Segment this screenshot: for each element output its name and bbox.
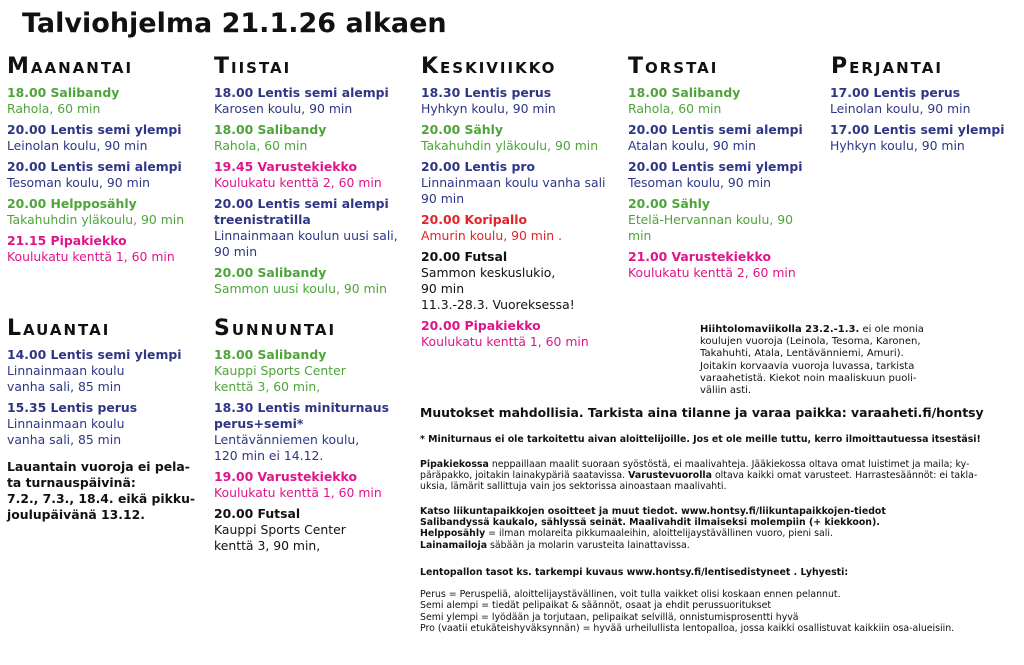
pipakiekko-info (420, 459, 1020, 493)
schedule-entry (7, 400, 207, 448)
day-heading-perjantai: Perjantai (831, 54, 943, 79)
entry-time-sport: 17.00 Lentis semi ylempi (830, 122, 1005, 137)
entry-time-sport: 15.35 Lentis perus (7, 400, 138, 415)
liikuntapaikat-link-line: Katso liikuntapaikkojen osoitteet ja muut tiedot. www.hontsy.fi/liikuntapaikkojen-tiedot (420, 506, 886, 517)
varustevuoro-bold: Varustevuorolla (628, 470, 712, 482)
schedule-entry (7, 122, 207, 154)
schedule-entry (214, 400, 419, 464)
schedule-entry (214, 159, 419, 191)
entry-time-sport: 18.00 Salibandy (214, 347, 327, 362)
entry-time-sport: 19.45 Varustekiekko (214, 159, 357, 174)
schedule-entry (214, 85, 419, 117)
lentopallo-heading: Lentopallon tasot ks. tarkempi kuvaus www.hontsy.fi/lentisedistyneet . Lyhyesti: (420, 567, 849, 578)
schedule-entry (7, 347, 207, 395)
pipakiekko-text-3: oltava kaikki omat varusteet. Harrastesäännöt: ei takla- (711, 470, 978, 482)
entry-time-sport: 20.00 Lentis semi alempi (7, 159, 182, 174)
day-heading-keskiviikko: Keskiviikko (421, 54, 557, 79)
entry-time-sport: 20.00 Futsal (214, 506, 301, 521)
page-title: Talviohjelma 21.1.26 alkaen (22, 8, 447, 39)
schedule-entry (7, 159, 207, 191)
schedule-entry (830, 122, 1020, 154)
schedule-entry (628, 159, 828, 191)
entry-time-sport: 20.00 Lentis pro (421, 159, 535, 174)
entry-time-sport: 18.00 Salibandy (7, 85, 120, 100)
entry-place-duration: Kauppi Sports Center kenttä 3, 60 min, (214, 363, 346, 394)
pipakiekko-text-4: uksia, lämärit sallittuja vain jos sektorissa ainoastaan maalivahti. (420, 481, 727, 493)
entry-time-sport: 18.00 Salibandy (214, 122, 327, 137)
entry-time-sport: 18.30 Lentis perus (421, 85, 552, 100)
entry-place-duration: Atalan koulu, 90 min (628, 138, 756, 153)
entry-place-duration: Tesoman koulu, 90 min (7, 175, 150, 190)
schedule-entry (214, 506, 419, 554)
level-line: Pro (vaatii etukäteishyväksynnän) = hyvää urheilullista lentopalloa, jossa kaikki osallistuvat kaikkiin osa-alueisiin. (420, 622, 955, 634)
schedule-entry (214, 347, 419, 395)
schedule-entry (421, 122, 626, 154)
entry-place-duration: Hyhkyn koulu, 90 min (421, 101, 556, 116)
lainamailoja-bold: Lainamailoja (420, 539, 488, 551)
entry-time-sport: 20.00 Lentis semi ylempi (7, 122, 182, 137)
entry-time-sport: 18.00 Salibandy (628, 85, 741, 100)
entry-place-duration: Lentävänniemen koulu, 120 min ei 14.12. (214, 432, 360, 463)
winter-holiday-text: ei ole monia koulujen vuoroja (Leinola, Tesoma, Karonen, Takahuhti, Atala, Lentävänniemi, Amuri). Joitakin korvaavia vuoroja luvassa, tarkista varaahetistä. Kiekot noin maaliskuun puoli- väliin asti. (700, 324, 924, 397)
entry-place-duration: Tesoman koulu, 90 min (628, 175, 771, 190)
day-heading-tiistai: Tiistai (214, 54, 292, 79)
entry-place-duration: Koulukatu kenttä 1, 60 min (7, 249, 175, 264)
day-column-maanantai (7, 85, 207, 270)
entry-time-sport: 20.00 Futsal (421, 249, 508, 264)
schedule-entry (214, 265, 419, 297)
entry-time-sport: 20.00 Helpposähly (7, 196, 137, 211)
day-heading-lauantai: Lauantai (7, 316, 111, 341)
level-line: Semi ylempi = lyödään ja torjutaan, pelipaikat selvillä, onnistumisprosentti hyvä (420, 611, 799, 623)
schedule-entry (214, 122, 419, 154)
entry-time-sport: 20.00 Salibandy (214, 265, 327, 280)
level-line: Perus = Peruspeliä, aloittelijaystävällinen, voit tulla vaikket olisi koskaan ennen pelannut. (420, 589, 841, 601)
schedule-entry (421, 318, 626, 350)
entry-place-duration: Linnainmaan koulu vanha sali, 85 min (7, 416, 125, 447)
lentopallo-levels (420, 567, 1020, 634)
entry-place-duration: Rahola, 60 min (214, 138, 308, 153)
entry-place-duration: Etelä-Hervannan koulu, 90 min (628, 212, 793, 243)
entry-time-sport: 21.15 Pipakiekko (7, 233, 127, 248)
schedule-entry (628, 249, 828, 281)
day-column-lauantai (7, 347, 207, 453)
day-column-sunnuntai (214, 347, 419, 559)
entry-place-duration: Kauppi Sports Center kenttä 3, 90 min, (214, 522, 346, 553)
miniturnaus-note (420, 434, 1020, 445)
day-column-keskiviikko (421, 85, 626, 355)
schedule-entry (421, 85, 626, 117)
pipakiekko-text-2: päräpakko, joitakin lainakypäriä saatavissa. (420, 470, 629, 482)
entry-place-duration: Leinolan koulu, 90 min (830, 101, 971, 116)
helpposahly-bold: Helpposähly (420, 528, 486, 540)
entry-time-sport: 20.00 Lentis semi alempi treenistratilla (214, 196, 389, 227)
winter-holiday-note (700, 324, 960, 397)
miniturnaus-note-text: * Miniturnaus ei ole tarkoitettu aivan aloittelijoille. Jos et ole meille tuttu, kerro ilmoittautuessa itsestäsi! (420, 434, 981, 445)
entry-place-duration: Takahuhdin yläkoulu, 90 min (421, 138, 599, 153)
day-heading-maanantai: Maanantai (7, 54, 134, 79)
schedule-entry (421, 159, 626, 207)
schedule-entry (7, 85, 207, 117)
level-line: Semi alempi = tiedät pelipaikat & säännöt, osaat ja ehdit perussuoritukset (420, 600, 772, 612)
entry-time-sport: 18.00 Lentis semi alempi (214, 85, 389, 100)
entry-place-duration: Koulukatu kenttä 1, 60 min (214, 485, 382, 500)
day-column-perjantai (830, 85, 1020, 159)
entry-time-sport: 17.00 Lentis perus (830, 85, 961, 100)
day-column-torstai (628, 85, 828, 286)
entry-place-duration: Leinolan koulu, 90 min (7, 138, 148, 153)
schedule-entry (214, 196, 419, 260)
saturday-note: Lauantain vuoroja ei pela- ta turnauspäivinä: 7.2., 7.3., 18.4. eikä pikku- joulupäivänä 13.12. (7, 459, 196, 522)
entry-time-sport: 20.00 Lentis semi alempi (628, 122, 803, 137)
entry-time-sport: 20.00 Lentis semi ylempi (628, 159, 803, 174)
salibandy-info-line: Salibandyssä kaukalo, sählyssä seinät. Maalivahdit ilmaiseksi molempiin (+ kiekkoon). (420, 517, 880, 529)
schedule-entry (421, 249, 626, 313)
changes-notice: Muutokset mahdollisia. Tarkista aina tilanne ja varaa paikka: varaaheti.fi/hontsy (420, 405, 984, 420)
day-column-tiistai (214, 85, 419, 302)
day-heading-sunnuntai: Sunnuntai (214, 316, 337, 341)
entry-place-duration: Sammon keskuslukio, 90 min 11.3.-28.3. Vuoreksessa! (421, 265, 575, 312)
entry-place-duration: Karosen koulu, 90 min (214, 101, 353, 116)
schedule-entry (628, 85, 828, 117)
entry-place-duration: Takahuhdin yläkoulu, 90 min (7, 212, 185, 227)
entry-time-sport: 21.00 Varustekiekko (628, 249, 771, 264)
entry-place-duration: Sammon uusi koulu, 90 min (214, 281, 387, 296)
entry-time-sport: 18.30 Lentis miniturnaus perus+semi* (214, 400, 389, 431)
winter-holiday-title: Hiihtolomaviikolla 23.2.-1.3. (700, 324, 860, 335)
schedule-entry (830, 85, 1020, 117)
entry-place-duration: Koulukatu kenttä 1, 60 min (421, 334, 589, 349)
schedule-entry (7, 196, 207, 228)
pipakiekko-text-1: neppaillaan maalit suoraan syöstöstä, ei maalivahteja. Jääkiekossa oltava omat luistimet ja maila; ky- (488, 459, 970, 470)
schedule-entry (7, 233, 207, 265)
entry-place-duration: Rahola, 60 min (628, 101, 722, 116)
entry-time-sport: 20.00 Sähly (421, 122, 503, 137)
entry-place-duration: Linnainmaan koulu vanha sali 90 min (421, 175, 606, 206)
helpposahly-text: = ilman molareita pikkumaaleihin, aloittelijaystävällinen vuoro, pieni sali. (485, 528, 833, 540)
schedule-entry (214, 469, 419, 501)
entry-time-sport: 20.00 Sähly (628, 196, 710, 211)
entry-place-duration: Koulukatu kenttä 2, 60 min (628, 265, 796, 280)
day-heading-torstai: Torstai (628, 54, 719, 79)
entry-time-sport: 14.00 Lentis semi ylempi (7, 347, 182, 362)
entry-time-sport: 20.00 Koripallo (421, 212, 527, 227)
schedule-entry (421, 212, 626, 244)
schedule-entry (628, 196, 828, 244)
entry-place-duration: Linnainmaan koulu vanha sali, 85 min (7, 363, 125, 394)
entry-place-duration: Koulukatu kenttä 2, 60 min (214, 175, 382, 190)
entry-place-duration: Rahola, 60 min (7, 101, 101, 116)
entry-time-sport: 19.00 Varustekiekko (214, 469, 357, 484)
entry-place-duration: Hyhkyn koulu, 90 min (830, 138, 965, 153)
liikuntapaikat-info (420, 506, 1020, 551)
entry-place-duration: Amurin koulu, 90 min . (421, 228, 563, 243)
entry-place-duration: Linnainmaan koulun uusi sali, 90 min (214, 228, 398, 259)
lainamailoja-text: säbään ja molarin varusteita lainattavissa. (487, 539, 690, 551)
entry-time-sport: 20.00 Pipakiekko (421, 318, 541, 333)
schedule-entry (628, 122, 828, 154)
pipakiekko-bold: Pipakiekossa (420, 459, 489, 470)
